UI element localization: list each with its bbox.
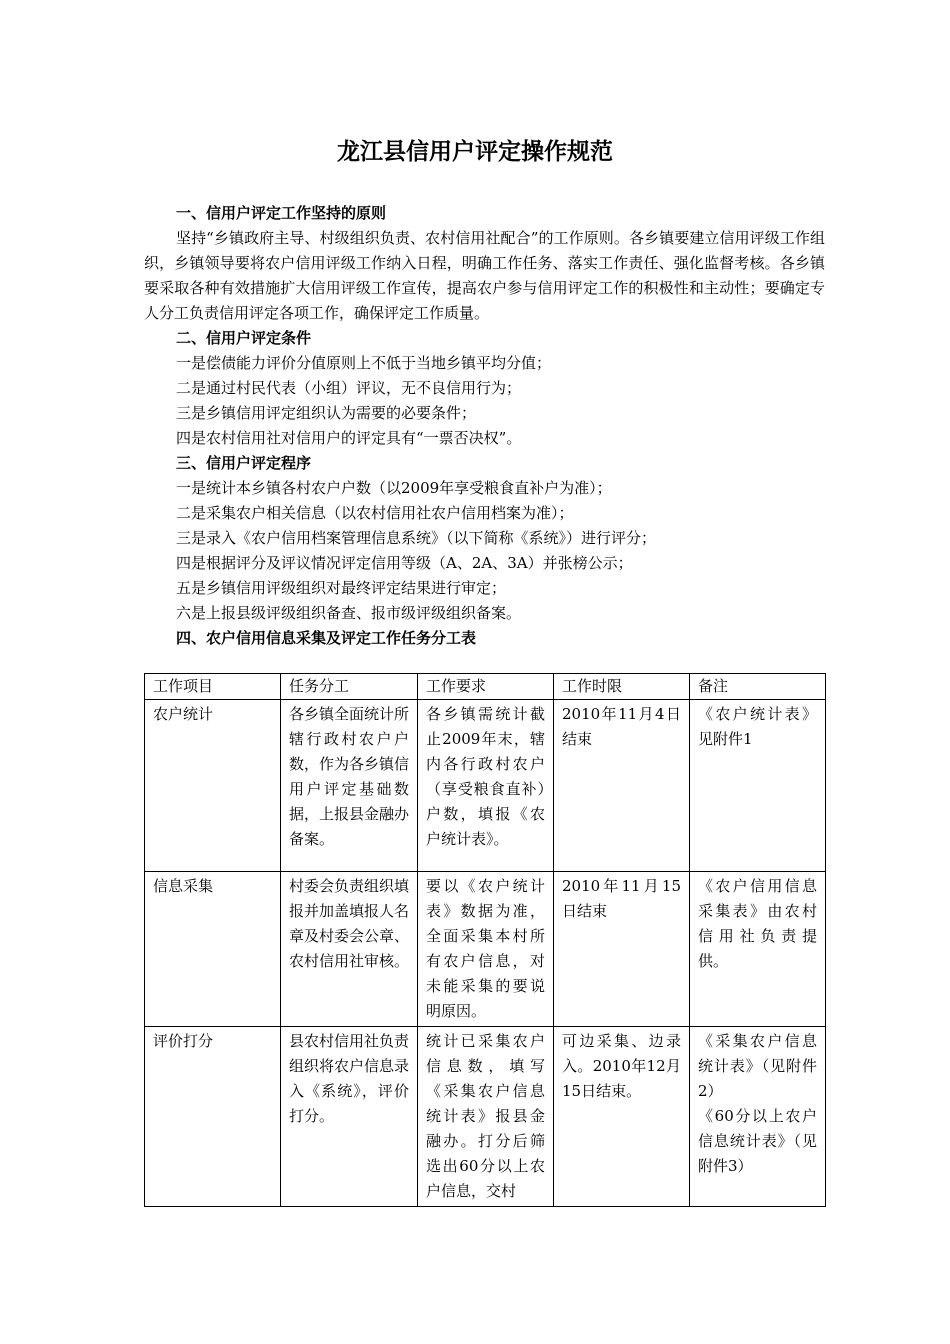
table-row: [145, 1027, 826, 1207]
procedure-item: 三是录入《农户信用档案管理信息系统》（以下简称《系统》）进行评分；: [176, 529, 657, 547]
table-cell: 2010年11月4日结束: [554, 700, 690, 872]
table-header-cell: 备注: [690, 674, 826, 700]
section-paragraph-1: 坚持“乡镇政府主导、村级组织负责、农村信用社配合”的工作原则。各乡镇要建立信用评级工作组织，乡镇领导要将农户信用评级工作纳入日程，明确工作任务、落实工作责任、强化监督考核。各乡镇要采取各种有效措施扩大信用评级工作宣传，提高农户参与信用评定工作的积极性和主动性；要确定专人分工负责信用评定各项工作，确保评定工作质量。: [144, 229, 825, 322]
table-cell: 要以《农户统计表》数据为准，全面采集本村所有农户信息，对未能采集的要说明原因。: [418, 872, 554, 1027]
table-header-cell: 任务分工: [281, 674, 418, 700]
table-row: [145, 872, 826, 1027]
procedure-item: 二是采集农户相关信息（以农村信用社农户信用档案为准）；: [176, 504, 574, 522]
table-header-cell: 工作项目: [145, 674, 281, 700]
table-cell: 评价打分: [145, 1027, 281, 1207]
table-cell: 县农村信用社负责组织将农户信息录入《系统》，评价打分。: [281, 1027, 418, 1207]
table-cell: 各乡镇全面统计所辖行政村农户户数，作为各乡镇信用户评定基础数据，上报县金融办备案。: [281, 700, 418, 872]
condition-item: 二是通过村民代表（小组）评议，无不良信用行为；: [176, 379, 522, 397]
table-header-row: [145, 674, 826, 700]
table-cell: 农户统计: [145, 700, 281, 872]
table-cell: 村委会负责组织填报并加盖填报人名章及村委会公章、农村信用社审核。: [281, 872, 418, 1027]
table-row: [145, 700, 826, 872]
table-header-cell: 工作时限: [554, 674, 690, 700]
procedure-item: 六是上报县级评级组织备查、报市级评级组织备案。: [176, 604, 522, 622]
table-cell: 统计已采集农户信息数，填写《采集农户信息统计表》报县金融办。打分后筛选出60分以上农户信息，交村: [418, 1027, 554, 1207]
section-heading-4: 四、农户信用信息采集及评定工作任务分工表: [176, 629, 477, 647]
procedure-item: 四是根据评分及评议情况评定信用等级（A、2A、3A）并张榜公示；: [176, 554, 633, 572]
table-cell: 信息采集: [145, 872, 281, 1027]
task-table: [144, 673, 826, 1207]
table-cell: 《采集农户信息统计表》（见附件2） 《60分以上农户信息统计表》（见附件3）: [690, 1027, 826, 1207]
procedure-item: 五是乡镇信用评级组织对最终评定结果进行审定；: [176, 579, 507, 597]
section-heading-1: 一、信用户评定工作坚持的原则: [176, 204, 387, 222]
table-cell: 各乡镇需统计截止2009年末，辖内各行政村农户（享受粮食直补）户数，填报《农户统计表》。: [418, 700, 554, 872]
condition-item: 一是偿债能力评价分值原则上不低于当地乡镇平均分值；: [176, 354, 552, 372]
condition-item: 四是农村信用社对信用户的评定具有“一票否决权”。: [176, 429, 522, 447]
document-body: [144, 201, 825, 651]
procedure-item: 一是统计本乡镇各村农户户数（以2009年享受粮食直补户为准）；: [176, 479, 612, 497]
condition-item: 三是乡镇信用评定组织认为需要的必要条件；: [176, 404, 477, 422]
page-title: 龙江县信用户评定操作规范: [337, 139, 613, 165]
table-cell: 《农户信用信息采集表》由农村信用社负责提供。: [690, 872, 826, 1027]
section-heading-3: 三、信用户评定程序: [176, 454, 312, 472]
table-cell: 2010年11月15日结束: [554, 872, 690, 1027]
table-cell: 可边采集、边录入。2010年12月15日结束。: [554, 1027, 690, 1207]
table-cell: 《农户统计表》见附件1: [690, 700, 826, 872]
table-header-cell: 工作要求: [418, 674, 554, 700]
section-heading-2: 二、信用户评定条件: [176, 329, 312, 347]
